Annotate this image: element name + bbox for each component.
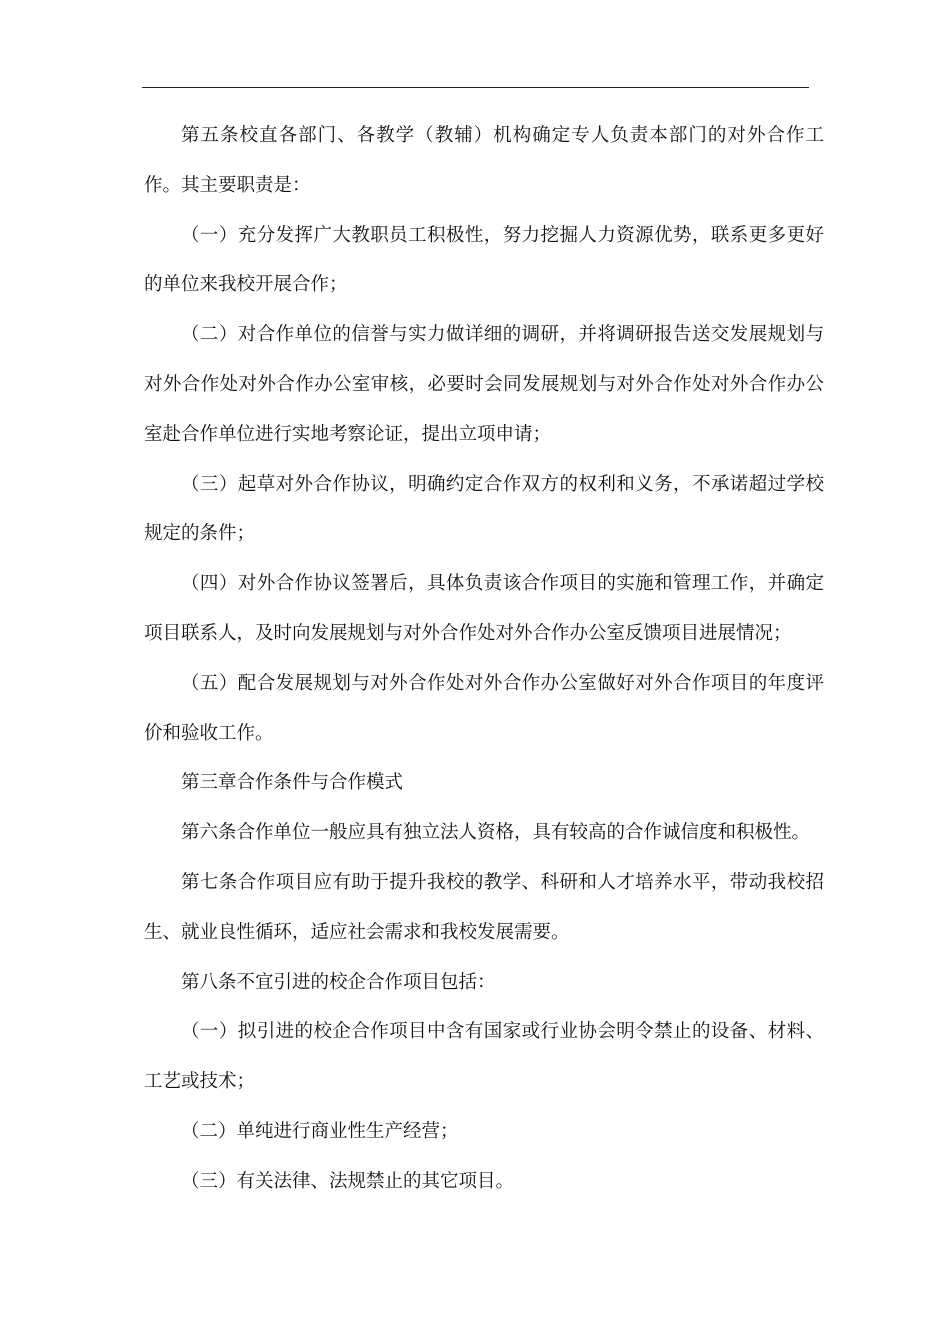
header-rule <box>142 87 809 88</box>
paragraph-article-8: 第八条不宜引进的校企合作项目包括： <box>181 971 496 993</box>
paragraph-article-7: 第七条合作项目应有助于提升我校的教学、科研和人才培养水平，带动我校招生、就业良性循环，适应社会需求和我校发展需要。 <box>144 871 824 943</box>
paragraph-item-5: （五）配合发展规划与对外合作处对外合作办公室做好对外合作项目的年度评价和验收工作。 <box>144 672 824 744</box>
paragraph-article-5: 第五条校直各部门、各教学（教辅）机构确定专人负责本部门的对外合作工作。其主要职责是： <box>144 125 824 196</box>
paragraph-article-8-item-2: （二）单纯进行商业性生产经营； <box>181 1120 459 1142</box>
paragraph-article-6: 第六条合作单位一般应具有独立法人资格，具有较高的合作诚信度和积极性。 <box>181 822 811 844</box>
paragraph-item-2: （二）对合作单位的信誉与实力做详细的调研，并将调研报告送交发展规划与对外合作处对外合作办公室审核，必要时会同发展规划与对外合作处对外合作办公室赴合作单位进行实地考察论证，提出立项申请； <box>144 324 824 445</box>
chapter-heading: 第三章合作条件与合作模式 <box>181 772 404 794</box>
document-body <box>144 111 824 1207</box>
paragraph-item-3: （三）起草对外合作协议，明确约定合作双方的权利和义务，不承诺超过学校规定的条件； <box>144 473 824 545</box>
paragraph-item-4: （四）对外合作协议签署后，具体负责该合作项目的实施和管理工作，并确定项目联系人，及时向发展规划与对外合作处对外合作办公室反馈项目进展情况； <box>144 573 824 644</box>
paragraph-item-1: （一）充分发挥广大教职员工积极性，努力挖掘人力资源优势，联系更多更好的单位来我校开展合作； <box>144 224 824 296</box>
paragraph-article-8-item-3: （三）有关法律、法规禁止的其它项目。 <box>181 1170 515 1192</box>
paragraph-article-8-item-1: （一）拟引进的校企合作项目中含有国家或行业协会明令禁止的设备、材料、工艺或技术； <box>144 1021 824 1093</box>
